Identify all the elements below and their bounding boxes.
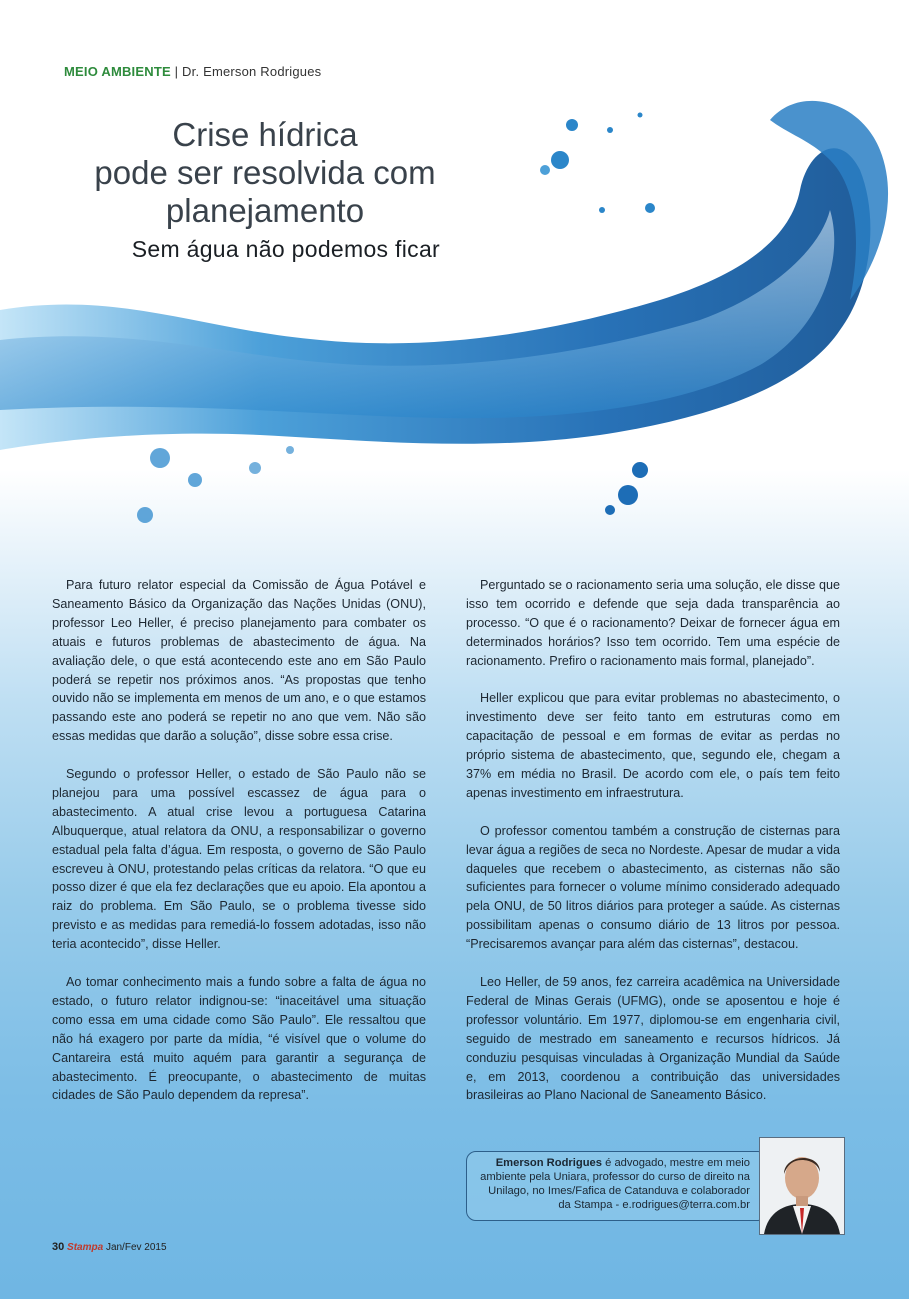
- author-bio-name: Emerson Rodrigues: [495, 1157, 602, 1169]
- author-bio: [478, 1156, 750, 1212]
- right-paragraph-4: Leo Heller, de 59 anos, fez carreira acadêmica na Universidade Federal de Minas Gerais (UFMG), onde se aposentou e hoje é professor voluntário. Em 1977, diplomou-se em engenharia civil, seguido de mestrado em saneamento e recursos hídricos. Já conduziu pesquisas vinculadas à Organização Mundial da Saúde e, em 2013, coordenou a contribuição das universidades brasileiras ao Plano Nacional de Saneamento Básico.: [466, 974, 840, 1103]
- section-label: MEIO AMBIENTE: [64, 64, 171, 79]
- header-separator: |: [174, 64, 179, 79]
- left-paragraph-2: Segundo o professor Heller, o estado de São Paulo não se planejou para uma possível escassez de água para o abastecimento. A atual crise levou a portuguesa Catarina Albuquerque, atual relatora da ONU, a responsabilizar o governo estadual pela falta d’água. Em resposta, o governo de São Paulo escreveu à ONU, protestando pelas críticas da relatora. “O que eu posso dizer é que ela fez declarações que eu apoio. Ela apontou a raiz do problema. Em São Paulo, se o problema tivesse sido previsto e as medidas para remediá-lo fossem adotadas, isso não teria acontecido”, disse Heller.: [52, 767, 426, 952]
- article-title-block: [60, 116, 470, 263]
- section-header: [64, 64, 321, 79]
- author-bio-text: é advogado, mestre em meio ambiente pela Uniara, professor do curso de direito na Unilago, no Imes/Fafica de Catanduva e colaborador da Stampa - e.rodrigues@terra.com.br: [480, 1157, 750, 1211]
- left-column: [52, 576, 426, 1124]
- issue-date: Jan/Fev 2015: [105, 1242, 167, 1253]
- page-number: 30: [52, 1241, 65, 1253]
- right-paragraph-3: O professor comentou também a construção de cisternas para levar água a regiões de seca no Nordeste. Apesar de mudar a vida daqueles que recebem o abastecimento, as cisternas não são suficientes para fornecer o volume mínimo considerado adequado pela ONU, de 50 litros diários para proteger a saúde. As cisternas possibilitam apenas o consumo diário de 13 litros por pessoa. “Precisaremos avançar para além das cisternas”, destacou.: [466, 823, 840, 952]
- right-paragraph-1: Perguntado se o racionamento seria uma solução, ele disse que isso tem ocorrido e defende que seja dada transparência ao processo. “O que é o racionamento? Deixar de fornecer água em determinados horários? Isso tem ocorrido. Tem uma espécie de racionamento. Prefiro o racionamento mais formal, planejado”.: [466, 578, 840, 668]
- title-line-2: pode ser resolvida com: [94, 154, 436, 191]
- article-subtitle: Sem água não podemos ficar: [131, 236, 440, 262]
- author-portrait-icon: [760, 1138, 844, 1234]
- article-title: [60, 116, 470, 230]
- author-photo: [759, 1137, 845, 1235]
- left-paragraph-3: Ao tomar conhecimento mais a fundo sobre a falta de água no estado, o futuro relator indignou-se: “inaceitável uma situação como essa em uma cidade como São Paulo”. Ele ressaltou que não há exagero por parte da mídia, “é visível que o volume do Cantareira está muito aquém para garantir a segurança de abastecimento. É preocupante, o abastecimento de muitas cidades de São Paulo dependem da represa”.: [52, 975, 426, 1103]
- header-author: Dr. Emerson Rodrigues: [182, 64, 322, 79]
- title-line-3: planejamento: [165, 192, 365, 229]
- title-line-1: Crise hídrica: [172, 116, 358, 153]
- right-column: [466, 576, 840, 1124]
- right-paragraph-2: Heller explicou que para evitar problemas no abastecimento, o investimento deve ser feito tanto em estruturas como em capacitação de pessoal e em formas de evitar as perdas no próprio sistema de abastecimento, que, segundo ele, chegam a 37% em média no Brasil. De acordo com ele, o país tem feito apenas investimento em infraestrutura.: [466, 691, 840, 800]
- magazine-brand: Stampa: [67, 1242, 104, 1253]
- page-footer: [52, 1241, 167, 1253]
- left-paragraph-1: Para futuro relator especial da Comissão de Água Potável e Saneamento Básico da Organização das Nações Unidas (ONU), professor Leo Heller, é preciso planejamento para combater os atuais e futuros problemas de abastecimento de água. Na avaliação dele, o que está acontecendo este ano em São Paulo poderá se repetir nos próximos anos. “As propostas que tenho ouvido não se implementa em menos de um ano, e o que estamos passando este ano poderá se repetir no ano que vem. Não são essas medidas que darão a solução”, disse sobre essa crise.: [52, 578, 426, 744]
